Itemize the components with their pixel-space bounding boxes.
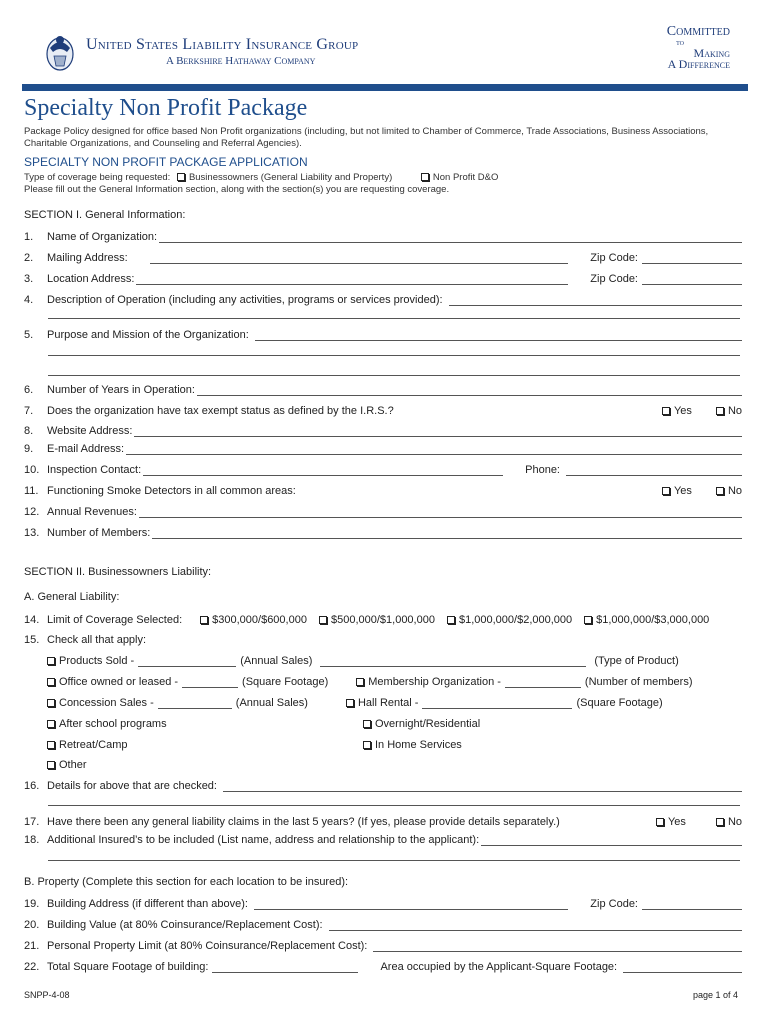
checkbox-icon[interactable] <box>656 818 664 826</box>
area-occupied-field[interactable] <box>623 962 742 973</box>
section-2-title: SECTION II. Businessowners Liability: <box>24 566 212 578</box>
checkbox-icon[interactable] <box>319 616 327 624</box>
checkbox-icon[interactable] <box>47 657 55 665</box>
eagle-seal-logo <box>45 28 75 72</box>
limit-option-1[interactable]: $300,000/$600,000 <box>200 614 307 626</box>
checkbox-icon[interactable] <box>200 616 208 624</box>
building-address-field[interactable] <box>254 899 568 910</box>
hall-rental-option[interactable]: Hall Rental - <box>346 697 419 709</box>
tax-exempt-no[interactable]: No <box>716 405 742 417</box>
additional-insured-line-2[interactable] <box>48 860 740 861</box>
checkbox-icon[interactable] <box>716 487 724 495</box>
product-type-field[interactable] <box>320 656 586 667</box>
coverage-do-option[interactable]: Non Profit D&O <box>421 172 498 183</box>
coverage-businessowners-option[interactable]: Businessowners (General Liability and Property) <box>177 172 392 183</box>
personal-property-field[interactable] <box>373 941 742 952</box>
limit-option-2[interactable]: $500,000/$1,000,000 <box>319 614 435 626</box>
header-divider-bar <box>22 84 748 91</box>
page-title: Specialty Non Profit Package <box>24 95 308 121</box>
document-header <box>0 0 770 95</box>
number-members-field[interactable] <box>152 528 742 539</box>
q16-row: 16. Details for above that are checked: <box>24 778 742 792</box>
coverage-type-block <box>24 172 498 196</box>
operation-description-line-2[interactable] <box>48 318 740 319</box>
email-field[interactable] <box>126 444 742 455</box>
mailing-zip-field[interactable] <box>642 253 742 264</box>
phone-field[interactable] <box>566 465 742 476</box>
concession-row: Concession Sales - (Annual Sales) Hall Rental - (Square Footage) <box>47 695 742 709</box>
q4-row: 4. Description of Operation (including any activities, programs or services provided): <box>24 292 742 306</box>
other-option[interactable]: Other <box>47 759 87 771</box>
total-sq-footage-field[interactable] <box>212 962 358 973</box>
org-name-field[interactable] <box>159 232 742 243</box>
building-zip-field[interactable] <box>642 899 742 910</box>
years-operation-field[interactable] <box>197 385 742 396</box>
q17-row: 17. Have there been any general liability claims in the last 5 years? (If yes, please provide details separately.) Yes No <box>24 816 742 828</box>
smoke-detector-yes[interactable]: Yes <box>662 485 692 497</box>
mission-line-3[interactable] <box>48 375 740 376</box>
other-row <box>47 757 742 771</box>
office-sq-footage-field[interactable] <box>182 677 238 688</box>
claims-options <box>656 816 742 828</box>
q19-row: 19. Building Address (if different than above): Zip Code: <box>24 896 742 910</box>
hall-sq-footage-field[interactable] <box>422 698 572 709</box>
checkbox-icon[interactable] <box>363 741 371 749</box>
q8-row: 8. Website Address: <box>24 423 742 437</box>
checkbox-icon[interactable] <box>47 720 55 728</box>
q6-row: 6. Number of Years in Operation: <box>24 382 742 396</box>
page-number: page 1 of 4 <box>692 990 738 1000</box>
general-liability-heading: A. General Liability: <box>24 591 120 603</box>
checkbox-icon[interactable] <box>47 761 55 769</box>
intro-text: Package Policy designed for office based Non Profit organizations (including, but not limited to Chamber of Commerce, Trade Associations, Business Associations, Charitable Organizations, and Counseling and Referral Agencies). <box>24 126 709 149</box>
after-school-row <box>47 716 742 730</box>
checkbox-icon[interactable] <box>716 407 724 415</box>
tax-exempt-options <box>662 405 742 417</box>
building-value-field[interactable] <box>329 920 742 931</box>
checkbox-icon[interactable] <box>421 173 429 181</box>
membership-option[interactable]: Membership Organization - <box>356 676 501 688</box>
checkbox-icon[interactable] <box>363 720 371 728</box>
q13-row: 13. Number of Members: <box>24 525 742 539</box>
limit-option-3[interactable]: $1,000,000/$2,000,000 <box>447 614 572 626</box>
checkbox-icon[interactable] <box>47 699 55 707</box>
q11-row: 11. Functioning Smoke Detectors in all common areas: Yes No <box>24 485 742 497</box>
property-heading: B. Property (Complete this section for each location to be insured): <box>24 876 349 888</box>
slogan-logo <box>667 26 730 70</box>
operation-description-field[interactable] <box>449 295 742 306</box>
coverage-note: Please fill out the General Information section, along with the section(s) you are requesting coverage. <box>24 184 450 195</box>
after-school-option[interactable]: After school programs <box>47 718 363 730</box>
membership-count-field[interactable] <box>505 677 581 688</box>
claims-no[interactable]: No <box>716 816 742 828</box>
concession-sales-field[interactable] <box>158 698 232 709</box>
q3-row: 3. Location Address: Zip Code: <box>24 271 742 285</box>
smoke-detector-options <box>662 485 742 497</box>
products-sold-row: Products Sold - (Annual Sales) (Type of Product) <box>47 653 742 667</box>
annual-revenues-field[interactable] <box>139 507 742 518</box>
slogan-line-1: Committed <box>666 24 730 39</box>
checkbox-icon[interactable] <box>716 818 724 826</box>
checkbox-icon[interactable] <box>47 678 55 686</box>
company-brand <box>86 36 358 67</box>
smoke-detector-no[interactable]: No <box>716 485 742 497</box>
mailing-address-field[interactable] <box>150 253 569 264</box>
additional-insured-field[interactable] <box>481 835 742 846</box>
products-annual-sales-field[interactable] <box>138 656 236 667</box>
q10-row: 10. Inspection Contact: Phone: <box>24 462 742 476</box>
checkbox-icon[interactable] <box>447 616 455 624</box>
q9-row: 9. E-mail Address: <box>24 441 742 455</box>
application-heading: SPECIALTY NON PROFIT PACKAGE APPLICATION <box>24 155 308 169</box>
office-row: Office owned or leased - (Square Footage) Membership Organization - (Number of members) <box>47 674 742 688</box>
location-zip-field[interactable] <box>642 274 742 285</box>
slogan-line-3: Making <box>693 46 730 60</box>
q20-row: 20. Building Value (at 80% Coinsurance/Replacement Cost): <box>24 917 742 931</box>
office-owned-option[interactable]: Office owned or leased - <box>47 676 178 688</box>
checkbox-icon[interactable] <box>346 699 354 707</box>
coverage-label: Type of coverage being requested: <box>24 172 171 183</box>
website-field[interactable] <box>134 426 742 437</box>
q15-row: 15. Check all that apply: <box>24 634 147 646</box>
q12-row: 12. Annual Revenues: <box>24 504 742 518</box>
q14-row: 14. Limit of Coverage Selected: $300,000/$600,000 $500,000/$1,000,000 $1,000,000/$2,000,000 $1,000,000/$3,000,000 <box>24 614 710 626</box>
q18-row: 18. Additional Insured’s to be included (List name, address and relationship to the applicant): <box>24 832 742 846</box>
section-1-title: SECTION I. General Information: <box>24 209 186 221</box>
claims-yes[interactable]: Yes <box>656 816 686 828</box>
checkbox-icon[interactable] <box>662 487 670 495</box>
retreat-option[interactable]: Retreat/Camp <box>47 739 363 751</box>
q21-row: 21. Personal Property Limit (at 80% Coinsurance/Replacement Cost): <box>24 938 742 952</box>
slogan-line-2: to <box>676 37 684 47</box>
q22-row: 22. Total Square Footage of building: Area occupied by the Applicant-Square Footage: <box>24 959 742 973</box>
limit-option-4[interactable]: $1,000,000/$3,000,000 <box>584 614 709 626</box>
in-home-option[interactable]: In Home Services <box>363 739 462 751</box>
q7-row: 7. Does the organization have tax exempt status as defined by the I.R.S.? Yes No <box>24 405 742 417</box>
form-code: SNPP-4-08 <box>24 990 70 1000</box>
products-sold-option[interactable]: Products Sold - <box>47 655 134 667</box>
company-name: United States Liability Insurance Group <box>86 36 359 53</box>
details-line-2[interactable] <box>48 805 740 806</box>
checkbox-icon[interactable] <box>662 407 670 415</box>
mission-field[interactable] <box>255 330 742 341</box>
company-subsidiary: A Berkshire Hathaway Company <box>166 55 316 67</box>
concession-option[interactable]: Concession Sales - <box>47 697 154 709</box>
checkbox-icon[interactable] <box>47 741 55 749</box>
tax-exempt-yes[interactable]: Yes <box>662 405 692 417</box>
q1-row: 1. Name of Organization: <box>24 229 742 243</box>
location-address-field[interactable] <box>136 274 568 285</box>
slogan-line-4: A Difference <box>667 57 730 71</box>
checkbox-icon[interactable] <box>356 678 364 686</box>
retreat-row <box>47 737 742 751</box>
details-field[interactable] <box>223 781 742 792</box>
q5-row: 5. Purpose and Mission of the Organization: <box>24 327 742 341</box>
checkbox-icon[interactable] <box>177 173 185 181</box>
inspection-contact-field[interactable] <box>143 465 503 476</box>
checkbox-icon[interactable] <box>584 616 592 624</box>
q2-row: 2. Mailing Address: Zip Code: <box>24 250 742 264</box>
overnight-option[interactable]: Overnight/Residential <box>363 718 480 730</box>
mission-line-2[interactable] <box>48 355 740 356</box>
